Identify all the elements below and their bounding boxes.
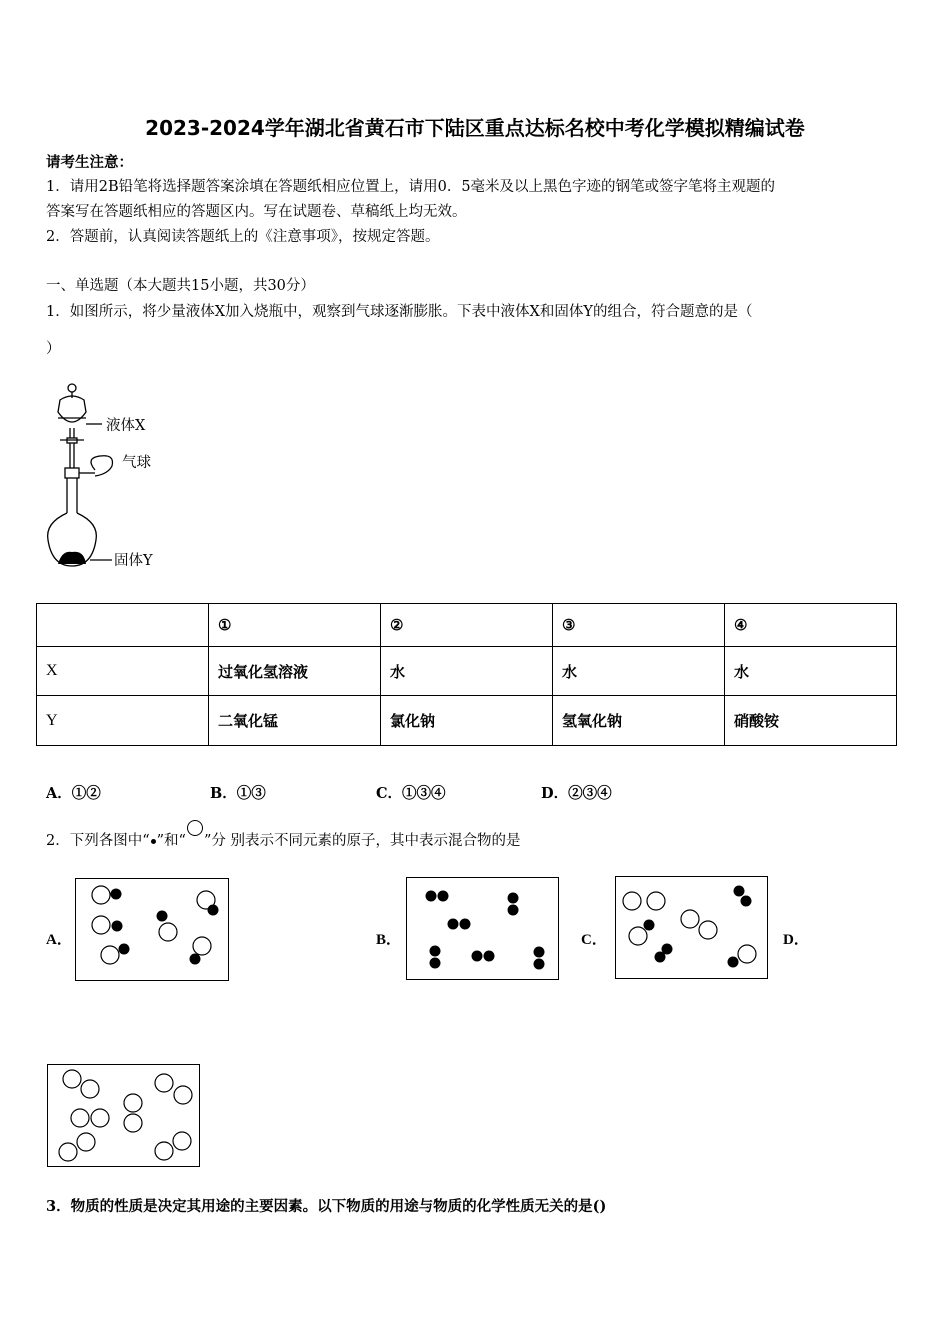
liquid-x-label: 液体X — [106, 418, 146, 434]
table-cell: 硝酸铵 — [725, 696, 897, 746]
q2-diagram-d[interactable] — [47, 1064, 200, 1167]
q2-label-b[interactable]: B． — [376, 932, 402, 948]
notice-heading: 请考生注意： — [46, 154, 133, 171]
q2-label-a[interactable]: A． — [46, 932, 72, 948]
q2-label-c[interactable]: C． — [581, 932, 607, 948]
balloon-label: 气球 — [122, 455, 151, 471]
page-title: 2023-2024学年湖北省黄石市下陆区重点达标名校中考化学模拟精编试卷 — [145, 116, 805, 140]
q2-diagram-b[interactable] — [406, 877, 559, 980]
q1-option-d[interactable]: D．②③④ — [541, 785, 612, 802]
q1-option-a[interactable]: A．①② — [46, 785, 101, 802]
table-cell: 二氧化锰 — [209, 696, 381, 746]
table-cell: ③ — [553, 604, 725, 647]
q2-stem-part2: ”和“ — [156, 833, 186, 849]
table-cell: 水 — [553, 646, 725, 696]
q1-option-c[interactable]: C．①③④ — [376, 785, 446, 802]
solid-y-label: 固体Y — [114, 553, 153, 569]
table-cell: 过氧化氢溶液 — [209, 646, 381, 696]
table-cell: 水 — [725, 646, 897, 696]
table-cell: X — [37, 646, 209, 696]
flask-apparatus-figure — [40, 378, 180, 578]
notice-line-1a: 1．请用2B铅笔将选择题答案涂填在答题纸相应位置上，请用0．5毫米及以上黑色字迹的钢笔或签字笔将主观题的 — [46, 179, 776, 195]
table-cell: ④ — [725, 604, 897, 647]
q2-label-d[interactable]: D． — [783, 932, 809, 948]
q2-diagram-c[interactable] — [615, 876, 768, 979]
section-heading: 一、单选题（本大题共15小题，共30分） — [46, 278, 315, 294]
white-atom-icon — [187, 820, 203, 836]
q1-stem: 1．如图所示，将少量液体X加入烧瓶中，观察到气球逐渐膨胀。下表中液体X和固体Y的组合，符合题意的是（ — [46, 304, 753, 320]
table-row — [37, 646, 897, 696]
black-atom-icon — [151, 839, 156, 844]
table-cell — [37, 604, 209, 647]
table-cell: Y — [37, 696, 209, 746]
q1-stem-end: ） — [46, 341, 61, 357]
table-row — [37, 696, 897, 746]
table-cell: ② — [381, 604, 553, 647]
q1-option-b[interactable]: B．①③ — [210, 785, 266, 802]
table-cell: 氯化钠 — [381, 696, 553, 746]
q1-table — [36, 603, 897, 746]
table-cell: 氢氧化钠 — [553, 696, 725, 746]
q3-stem: 3．物质的性质是决定其用途的主要因素。以下物质的用途与物质的化学性质无关的是() — [46, 1198, 607, 1215]
table-cell: ① — [209, 604, 381, 647]
q2-diagram-a[interactable] — [75, 878, 229, 981]
table-row — [37, 604, 897, 647]
q2-stem — [46, 832, 521, 850]
notice-line-1b: 答案写在答题纸相应的答题区内。写在试题卷、草稿纸上均无效。 — [46, 204, 467, 220]
table-cell: 水 — [381, 646, 553, 696]
notice-line-2: 2．答题前，认真阅读答题纸上的《注意事项》，按规定答题。 — [46, 229, 440, 245]
q2-stem-part1: 2．下列各图中“ — [46, 833, 150, 849]
q2-stem-part3: ”分 别表示不同元素的原子，其中表示混合物的是 — [203, 833, 521, 849]
